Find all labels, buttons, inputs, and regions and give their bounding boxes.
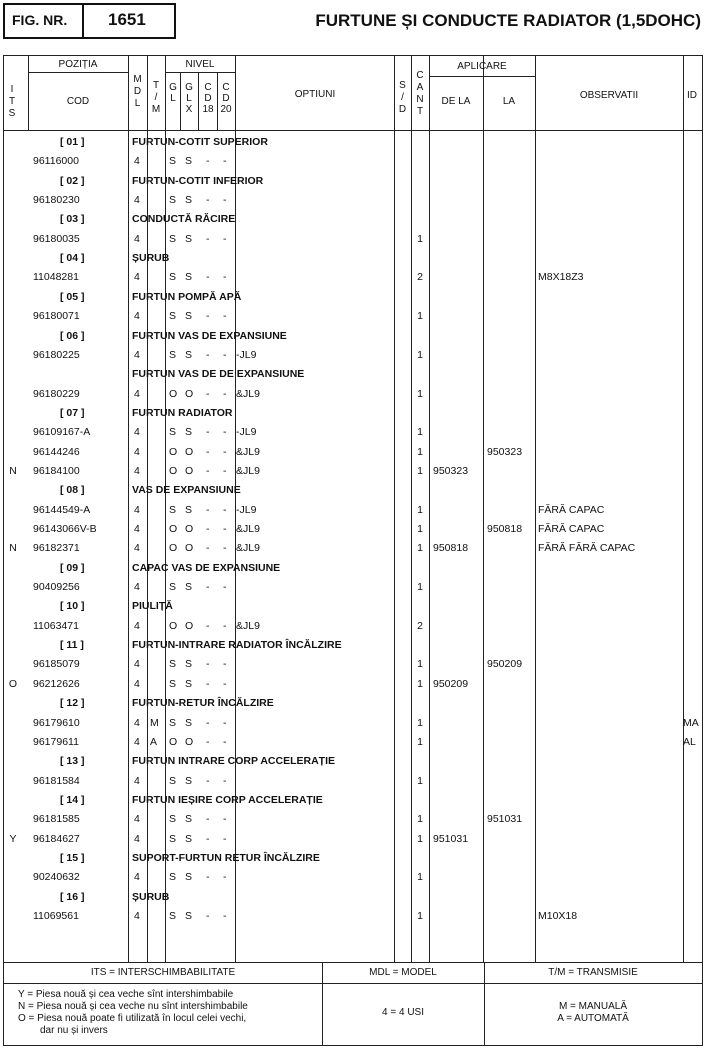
part-code: 96144549-A (33, 503, 91, 516)
level-cd20: - (223, 871, 227, 884)
level-gl: O (169, 542, 178, 555)
model-value: 4 (134, 658, 140, 671)
level-cd20: - (223, 232, 227, 245)
level-cd20: - (223, 735, 227, 748)
col-cant-dela (429, 55, 430, 962)
figure-box-divider (82, 3, 84, 39)
option-value: -JL9 (236, 503, 257, 516)
level-gl: S (169, 426, 177, 439)
applies-to: 951031 (487, 813, 523, 826)
observation: M10X18 (538, 910, 578, 922)
col-dela-la (483, 55, 484, 962)
level-glx: O (185, 387, 194, 400)
part-code: 96180035 (33, 232, 80, 245)
table-bottom-border (3, 1045, 703, 1046)
level-glx: S (185, 677, 193, 690)
part-code: 96181584 (33, 774, 80, 787)
group-name: VAS DE EXPANSIUNE (132, 484, 241, 497)
level-cd20: - (223, 194, 227, 207)
level-cd20: - (223, 445, 227, 458)
header-la: LA (502, 96, 516, 107)
level-glx: S (185, 910, 193, 922)
position-number: [ 02 ] (60, 174, 85, 187)
applies-from: 951031 (433, 832, 469, 845)
level-cd20: - (223, 910, 227, 922)
level-cd18: - (206, 271, 210, 284)
level-glx: O (185, 523, 194, 535)
level-cd18: - (206, 619, 210, 632)
part-code: 96182371 (33, 542, 80, 555)
level-cd18: - (206, 445, 210, 458)
model-value: 4 (134, 910, 140, 922)
option-value: &JL9 (236, 523, 260, 535)
applies-from: 950209 (433, 677, 469, 690)
part-code: 90409256 (33, 581, 80, 594)
model-value: 4 (134, 348, 140, 361)
mdl-legend: MDL = MODEL (369, 967, 437, 978)
level-glx: S (185, 155, 193, 168)
level-cd18: - (206, 910, 210, 922)
id-value: MA (683, 716, 699, 729)
footer-mid-border (3, 983, 702, 984)
part-code: 96185079 (33, 658, 80, 671)
level-cd20: - (223, 832, 227, 845)
header-pozitia: POZIȚIA (58, 59, 98, 70)
group-name: ȘURUB (132, 890, 170, 903)
header-optiuni: OPTIUNI (294, 89, 336, 100)
legend-y: Y = Piesa nouă și cea veche sînt intershimbabile (18, 989, 234, 1000)
legend-n: N = Piesa nouă și cea veche nu sînt intershimbabile (18, 1001, 248, 1012)
header-nivel: NIVEL (185, 59, 215, 70)
part-code: 96184627 (33, 832, 80, 845)
level-glx: S (185, 426, 193, 439)
header-de-la: DE LA (441, 96, 471, 107)
observation: M8X18Z3 (538, 271, 584, 284)
figure-number: 1651 (108, 10, 146, 29)
level-cd18: - (206, 677, 210, 690)
level-glx: O (185, 445, 194, 458)
group-name: FURTUN VAS DE EXPANSIUNE (132, 329, 287, 342)
quantity-value: 1 (417, 445, 423, 458)
level-cd20: - (223, 813, 227, 826)
level-glx: S (185, 658, 193, 671)
legend-o: O = Piesa nouă poate fi utilizată în locul celei vechi, (18, 1013, 247, 1024)
level-glx: S (185, 348, 193, 361)
level-cd18: - (206, 464, 210, 477)
transmission-value: M (150, 716, 159, 729)
applies-to: 950818 (487, 523, 523, 535)
level-glx: S (185, 503, 193, 516)
option-value: &JL9 (236, 542, 260, 555)
quantity-value: 1 (417, 658, 423, 671)
col-cod-mdl (128, 55, 129, 962)
quantity-value: 1 (417, 832, 423, 845)
model-value: 4 (134, 310, 140, 323)
col-optiuni-sd (394, 55, 395, 962)
level-gl: O (169, 619, 178, 632)
level-cd20: - (223, 271, 227, 284)
model-value: 4 (134, 581, 140, 594)
model-value: 4 (134, 619, 140, 632)
header-cd20: C D 20 (220, 82, 232, 115)
group-name: SUPORT-FURTUN RETUR ÎNCĂLZIRE (132, 851, 320, 864)
model-value: 4 (134, 445, 140, 458)
level-cd18: - (206, 774, 210, 787)
level-cd18: - (206, 581, 210, 594)
level-cd18: - (206, 542, 210, 555)
figure-label: FIG. NR. (12, 12, 68, 28)
header-aplicare: APLICARE (457, 61, 507, 72)
level-cd18: - (206, 348, 210, 361)
its-code: Y (9, 832, 17, 845)
model-value: 4 (134, 503, 140, 516)
level-gl: S (169, 871, 177, 884)
pozitia-underline (28, 72, 128, 73)
position-number: [ 09 ] (60, 561, 85, 574)
quantity-value: 1 (417, 677, 423, 690)
level-cd20: - (223, 619, 227, 632)
level-gl: O (169, 445, 178, 458)
group-name: ȘURUB (132, 252, 170, 265)
its-code: O (8, 677, 18, 690)
nivel-underline (165, 72, 235, 73)
group-name: CAPAC VAS DE EXPANSIUNE (132, 561, 281, 574)
position-number: [ 10 ] (60, 600, 85, 613)
level-gl: S (169, 271, 177, 284)
level-cd20: - (223, 464, 227, 477)
header-glx: G L X (185, 82, 193, 115)
level-cd18: - (206, 658, 210, 671)
model-value: 4 (134, 542, 140, 555)
level-gl: O (169, 523, 178, 535)
level-cd18: - (206, 503, 210, 516)
group-name: FURTUN IEȘIRE CORP ACCELERAȚIE (132, 793, 323, 806)
level-glx: S (185, 271, 193, 284)
model-value: 4 (134, 523, 140, 535)
group-name: FURTUN-COTIT INFERIOR (132, 174, 264, 187)
level-gl: S (169, 194, 177, 207)
quantity-value: 1 (417, 232, 423, 245)
header-observatii: OBSERVATII (579, 90, 639, 101)
level-cd20: - (223, 310, 227, 323)
quantity-value: 1 (417, 774, 423, 787)
model-value: 4 (134, 464, 140, 477)
level-cd20: - (223, 677, 227, 690)
header-cod: COD (66, 96, 90, 107)
applies-to: 950323 (487, 445, 523, 458)
level-gl: S (169, 677, 177, 690)
level-gl: S (169, 813, 177, 826)
model-value: 4 (134, 155, 140, 168)
quantity-value: 1 (417, 503, 423, 516)
level-cd18: - (206, 387, 210, 400)
level-cd20: - (223, 426, 227, 439)
model-value: 4 (134, 716, 140, 729)
position-number: [ 16 ] (60, 890, 85, 903)
level-gl: S (169, 832, 177, 845)
group-name: FURTUN-RETUR ÎNCĂLZIRE (132, 697, 274, 710)
aplicare-underline (429, 76, 535, 77)
option-value: &JL9 (236, 445, 260, 458)
level-cd18: - (206, 232, 210, 245)
option-value: -JL9 (236, 426, 257, 439)
id-value: AL (683, 735, 696, 748)
option-value: &JL9 (236, 464, 260, 477)
position-number: [ 11 ] (60, 639, 84, 652)
observation: FĂRĂ CAPAC (538, 503, 605, 516)
level-glx: S (185, 232, 193, 245)
level-gl: O (169, 735, 178, 748)
header-cant: C A N T (416, 70, 424, 117)
level-glx: S (185, 832, 193, 845)
header-bottom-border (3, 130, 702, 131)
level-cd18: - (206, 813, 210, 826)
position-number: [ 03 ] (60, 213, 85, 226)
group-name: FURTUN RADIATOR (132, 406, 233, 419)
group-name: PIULIȚĂ (132, 600, 173, 613)
model-value: 4 (134, 232, 140, 245)
group-name: FURTUN-COTIT SUPERIOR (132, 136, 268, 148)
level-cd18: - (206, 426, 210, 439)
model-value: 4 (134, 387, 140, 400)
model-value: 4 (134, 194, 140, 207)
model-value: 4 (134, 813, 140, 826)
position-number: [ 05 ] (60, 290, 85, 303)
model-value: 4 (134, 677, 140, 690)
position-number: [ 06 ] (60, 329, 85, 342)
level-cd20: - (223, 387, 227, 400)
col-la-obs (535, 55, 536, 962)
col-mdl-tm (147, 55, 148, 962)
tm-legend: T/M = TRANSMISIE (548, 967, 638, 978)
part-code: 11063471 (33, 619, 79, 632)
level-cd18: - (206, 735, 210, 748)
level-cd20: - (223, 503, 227, 516)
quantity-value: 2 (417, 619, 423, 632)
level-cd20: - (223, 523, 227, 535)
level-glx: S (185, 581, 193, 594)
quantity-value: 1 (417, 348, 423, 361)
level-glx: O (185, 619, 194, 632)
quantity-value: 1 (417, 387, 423, 400)
model-value: 4 (134, 735, 140, 748)
part-code: 96184100 (33, 464, 80, 477)
part-code: 96144246 (33, 445, 80, 458)
applies-to: 950209 (487, 658, 523, 671)
level-gl: S (169, 232, 177, 245)
level-cd20: - (223, 155, 227, 168)
header-tm: T / M (151, 80, 161, 115)
position-number: [ 15 ] (60, 851, 85, 864)
model-value: 4 (134, 774, 140, 787)
legend-o-continued: dar nu și invers (40, 1025, 108, 1036)
header-id: ID (687, 90, 697, 101)
applies-from: 950818 (433, 542, 469, 555)
part-code: 96179610 (33, 716, 80, 729)
model-value: 4 (134, 832, 140, 845)
option-value: -JL9 (236, 348, 257, 361)
level-glx: O (185, 735, 194, 748)
level-cd20: - (223, 658, 227, 671)
level-cd18: - (206, 871, 210, 884)
level-cd20: - (223, 581, 227, 594)
level-cd18: - (206, 155, 210, 168)
part-code: 11069561 (33, 910, 79, 922)
level-gl: S (169, 503, 177, 516)
level-cd18: - (206, 523, 210, 535)
group-name: FURTUN POMPĂ APĂ (132, 290, 242, 303)
level-glx: S (185, 310, 193, 323)
part-code: 96212626 (33, 677, 80, 690)
level-glx: S (185, 194, 193, 207)
level-gl: S (169, 348, 177, 361)
part-code: 11048281 (33, 271, 79, 284)
position-number: [ 07 ] (60, 406, 85, 419)
level-glx: S (185, 813, 193, 826)
quantity-value: 1 (417, 426, 423, 439)
level-glx: O (185, 542, 194, 555)
position-number: [ 14 ] (60, 793, 85, 806)
level-glx: S (185, 871, 193, 884)
level-cd18: - (206, 716, 210, 729)
header-gl: G L (169, 82, 177, 104)
level-gl: S (169, 658, 177, 671)
quantity-value: 1 (417, 813, 423, 826)
position-number: [ 13 ] (60, 755, 85, 768)
level-gl: O (169, 387, 178, 400)
part-code: 96179611 (33, 735, 79, 748)
level-gl: S (169, 581, 177, 594)
legend-automatic: A = AUTOMATĂ (557, 1013, 629, 1024)
legend-usi: 4 = 4 USI (382, 1007, 424, 1018)
applies-from: 950323 (433, 464, 469, 477)
header-its: I T S (8, 84, 16, 119)
quantity-value: 1 (417, 310, 423, 323)
position-number: [ 04 ] (60, 252, 85, 265)
group-name: FURTUN VAS DE DE EXPANSIUNE (132, 368, 305, 381)
position-number: [ 01 ] (60, 136, 85, 148)
its-code: N (9, 542, 17, 555)
quantity-value: 1 (417, 716, 423, 729)
part-code: 96116000 (33, 155, 79, 168)
level-gl: S (169, 716, 177, 729)
model-value: 4 (134, 271, 140, 284)
part-code: 96180225 (33, 348, 80, 361)
part-code: 90240632 (33, 871, 80, 884)
header-sd: S / D (398, 80, 407, 115)
page-title: FURTUNE ȘI CONDUCTE RADIATOR (1,5DOHC) (315, 11, 701, 30)
level-glx: O (185, 464, 194, 477)
quantity-value: 1 (417, 523, 423, 535)
group-name: FURTUN INTRARE CORP ACCELERAȚIE (132, 755, 336, 768)
group-name: FURTUN-INTRARE RADIATOR ÎNCĂLZIRE (132, 639, 342, 652)
part-code: 96143066V-B (33, 523, 97, 535)
part-code: 96180071 (33, 310, 80, 323)
header-cd18: C D 18 (202, 82, 214, 115)
level-gl: S (169, 155, 177, 168)
observation: FĂRĂ CAPAC (538, 523, 605, 535)
model-value: 4 (134, 871, 140, 884)
col-tm-gl (165, 55, 166, 962)
part-code: 96180230 (33, 194, 80, 207)
option-value: &JL9 (236, 387, 260, 400)
level-gl: O (169, 464, 178, 477)
its-legend: ITS = INTERSCHIMBABILITATE (90, 967, 236, 978)
model-value: 4 (134, 426, 140, 439)
quantity-value: 1 (417, 910, 423, 922)
quantity-value: 1 (417, 464, 423, 477)
level-gl: S (169, 310, 177, 323)
part-code: 96109167-A (33, 426, 91, 439)
quantity-value: 1 (417, 542, 423, 555)
quantity-value: 1 (417, 581, 423, 594)
part-code: 96180229 (33, 387, 80, 400)
header-mdl: M D L (133, 74, 142, 109)
col-obs-id (683, 55, 684, 962)
quantity-value: 2 (417, 271, 423, 284)
its-code: N (9, 464, 17, 477)
part-code: 96181585 (33, 813, 80, 826)
option-value: &JL9 (236, 619, 260, 632)
level-glx: S (185, 774, 193, 787)
position-number: [ 12 ] (60, 697, 85, 710)
level-cd20: - (223, 348, 227, 361)
level-cd20: - (223, 542, 227, 555)
quantity-value: 1 (417, 735, 423, 748)
level-gl: S (169, 910, 177, 922)
footer-top-border (3, 962, 702, 963)
level-glx: S (185, 716, 193, 729)
level-cd20: - (223, 774, 227, 787)
level-cd18: - (206, 832, 210, 845)
level-gl: S (169, 774, 177, 787)
position-number: [ 08 ] (60, 484, 85, 497)
table-top-border (3, 55, 702, 56)
legend-manual: M = MANUALĂ (558, 1001, 628, 1012)
group-name: CONDUCTĂ RĂCIRE (132, 213, 236, 226)
transmission-value: A (150, 735, 158, 748)
level-cd18: - (206, 194, 210, 207)
quantity-value: 1 (417, 871, 423, 884)
observation: FĂRĂ FĂRĂ CAPAC (538, 542, 636, 555)
level-cd20: - (223, 716, 227, 729)
level-cd18: - (206, 310, 210, 323)
table-right-border (702, 55, 703, 1045)
